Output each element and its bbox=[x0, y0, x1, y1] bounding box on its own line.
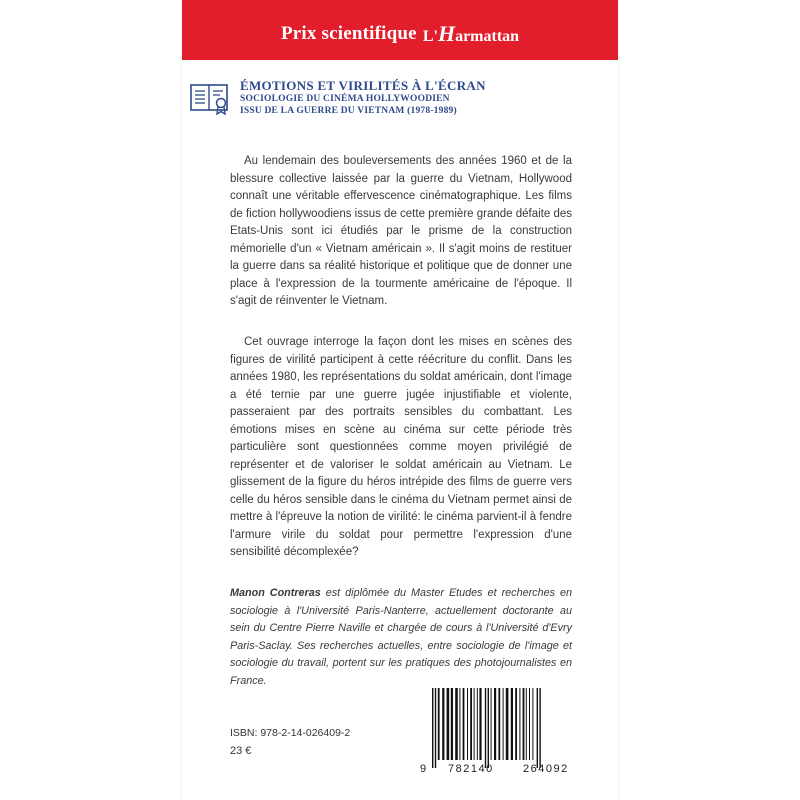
barcode-bar bbox=[459, 688, 460, 760]
book-title-block bbox=[190, 78, 610, 117]
publisher-logo-rest: armattan bbox=[455, 28, 520, 45]
barcode-bar bbox=[503, 688, 504, 760]
barcode-bar bbox=[479, 688, 481, 760]
barcode-bar bbox=[435, 688, 436, 768]
barcode-bars bbox=[420, 688, 600, 768]
barcode-bar bbox=[498, 688, 500, 760]
barcode-bar bbox=[485, 688, 486, 768]
barcode-bar bbox=[455, 688, 458, 760]
barcode-left-group: 782140 bbox=[448, 763, 494, 775]
barcode-bar bbox=[470, 688, 472, 760]
book-subtitle-line1: SOCIOLOGIE DU CINÉMA HOLLYWOODIEN bbox=[240, 94, 450, 104]
barcode-bar bbox=[442, 688, 444, 760]
barcode-bar bbox=[506, 688, 509, 760]
ean-barcode bbox=[420, 688, 600, 780]
author-bio bbox=[230, 585, 572, 690]
prize-banner bbox=[182, 0, 618, 60]
publisher-logo-prefix: L' bbox=[422, 28, 438, 45]
barcode-bar bbox=[537, 688, 538, 768]
book-subtitle-line2: ISSU DE LA GUERRE DU VIETNAM (1978-1989) bbox=[240, 106, 457, 116]
barcode-bar bbox=[526, 688, 527, 760]
barcode-bar bbox=[438, 688, 440, 760]
author-bio-text: est diplômée du Master Etudes et recherches en sociologie à l'Université Paris-Nanterre, actuellement doctorante au sein du Centre Pierre Naville et chargée de cours à l'Université d'Evry Paris-Saclay. Ses recherches actuelles, entre sociologie de l'image et sociologie du travail, portent sur les pratiques des photojournalistes en France. bbox=[230, 587, 572, 687]
prize-label: Prix scientifique bbox=[280, 23, 417, 44]
barcode-bar bbox=[488, 688, 489, 768]
blurb-paragraph-2: Cet ouvrage interroge la façon dont les mises en scènes des figures de virilité participent à cette réécriture du conflit. Dans les années 1980, les représentations du soldat américain, dont l'image a été ternie par une guerre jugée injustifiable et violente, passeraient par des portraits sensibles du combattant. Les émotions mises en scène au cinéma sur cette période très particulière sont questionnées comme moyen privilégié de représenter et de valoriser le soldat américain au Vietnam. Le glissement de la figure du héros intrépide des films de guerre vers celle du héros sensible dans le cinéma du Vietnam permet ainsi de mettre à l'épreuve la notion de virilité: le cinéma parvient-il à fendre l'armure virile du soldat pour permettre l'expression d'une sensibilité décomplexée? bbox=[230, 336, 572, 558]
book-back-cover bbox=[182, 0, 618, 800]
barcode-bar bbox=[532, 688, 533, 760]
publisher-logo bbox=[423, 21, 519, 47]
barcode-bar bbox=[432, 688, 433, 768]
barcode-bar bbox=[494, 688, 496, 760]
barcode-bar bbox=[477, 688, 478, 760]
publisher-logo-initial: H bbox=[437, 21, 456, 46]
barcode-bar bbox=[474, 688, 475, 760]
barcode-lead-digit: 9 bbox=[420, 763, 428, 775]
barcode-right-group: 264092 bbox=[523, 763, 569, 775]
barcode-bar bbox=[515, 688, 517, 760]
barcode-bar bbox=[491, 688, 492, 760]
barcode-bar bbox=[539, 688, 540, 768]
barcode-bar bbox=[447, 688, 450, 760]
book-certificate-icon bbox=[190, 80, 232, 116]
author-name: Manon Contreras bbox=[230, 587, 321, 599]
isbn-label: ISBN: 978-2-14-026409-2 bbox=[230, 727, 351, 739]
blurb-paragraph-1: Au lendemain des bouleversements des années 1960 et de la blessure collective laissée par la guerre du Vietnam, Hollywood connaît une véritable effervescence cinématographique. Les films de fiction hollywoodiens issus de cette première grande défaite des Etats-Unis sont ici étudiés par le prisme de la construction mémorielle d'un « Vietnam américain ». Il s'agit moins de restituer la guerre dans sa réalité historique et politique que de donner une place à l'expression de la tourmente américaine de l'époque. Il s'agit de réinventer le Vietnam. bbox=[230, 155, 573, 307]
barcode-bar bbox=[451, 688, 453, 760]
barcode-bar bbox=[529, 688, 530, 760]
barcode-bar bbox=[463, 688, 465, 760]
barcode-bar bbox=[519, 688, 520, 760]
barcode-bar bbox=[511, 688, 513, 760]
book-title: ÉMOTIONS ET VIRILITÉS À L'ÉCRAN bbox=[240, 78, 486, 93]
price-label: 23 € bbox=[230, 745, 252, 757]
barcode-bar bbox=[467, 688, 468, 760]
barcode-bar bbox=[523, 688, 525, 760]
